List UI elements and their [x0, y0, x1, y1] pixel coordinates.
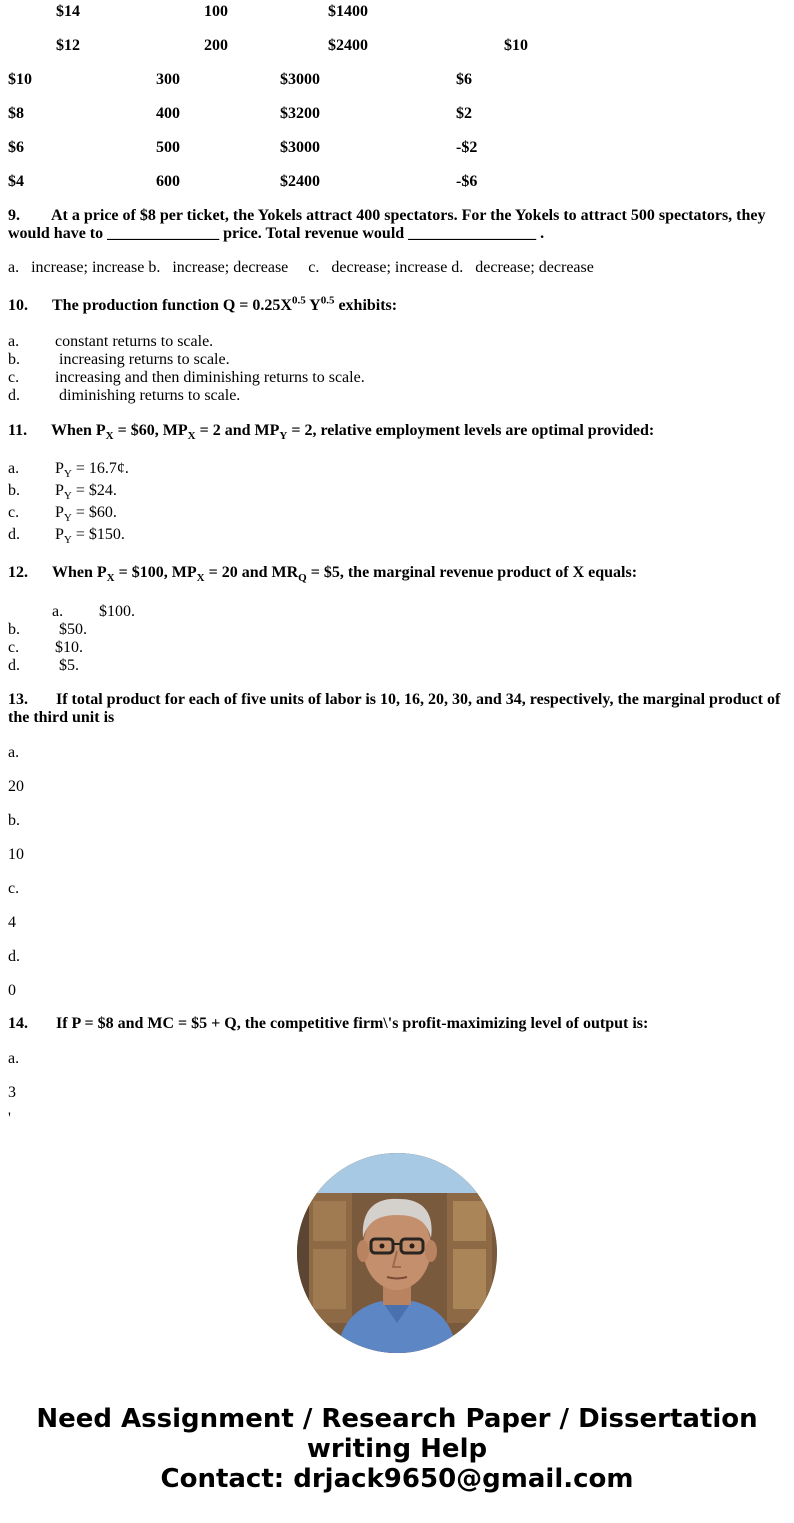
option — [8, 526, 125, 547]
question-text: = $100, MP — [114, 564, 197, 581]
option-label: c. — [8, 504, 20, 521]
option-text: $50. — [55, 621, 87, 638]
option-text: = $24. — [71, 482, 117, 499]
exponent: 0.5 — [291, 294, 306, 307]
answer-line: a. — [8, 744, 20, 761]
option — [8, 504, 117, 525]
footer-contact — [0, 1404, 794, 1494]
question-number: 9. — [8, 207, 20, 224]
question-12 — [8, 564, 788, 585]
answer-line: c. — [8, 880, 20, 897]
question-text: = $5, the marginal revenue product of X equals: — [306, 564, 638, 581]
avatar — [297, 1153, 497, 1353]
question-text: = 2 and MP — [195, 422, 280, 439]
option-text: diminishing returns to scale. — [55, 387, 241, 404]
question-number: 10. — [8, 297, 28, 314]
table-cell: 100 — [204, 3, 228, 20]
subscript: Y — [63, 490, 72, 503]
table-cell: $3000 — [280, 139, 320, 156]
table-cell: $10 — [504, 37, 528, 54]
footer-line: Need Assignment / Research Paper / Dissertation — [36, 1404, 758, 1434]
question-text: exhibits: — [334, 297, 398, 314]
table-cell: $14 — [56, 3, 80, 20]
option-text: constant returns to scale. — [55, 333, 214, 350]
subscript: Q — [298, 572, 307, 585]
person-photo-icon — [297, 1153, 497, 1353]
table-cell: $3200 — [280, 105, 320, 122]
option-label: a. — [52, 603, 64, 620]
option — [52, 603, 135, 621]
option-text: P — [55, 482, 64, 499]
table-cell: $12 — [56, 37, 80, 54]
question-number: 14. — [8, 1015, 28, 1032]
answer-line: 4 — [8, 914, 16, 931]
table-cell: $2 — [456, 105, 472, 122]
answer-line: 0 — [8, 982, 16, 999]
question-number: 12. — [8, 564, 28, 581]
option-label: d. — [8, 526, 20, 543]
answer-line: b. — [8, 812, 20, 829]
option-text: $5. — [55, 657, 79, 674]
question-13 — [8, 691, 788, 727]
subscript: Y — [63, 468, 72, 481]
question-text: When P — [51, 422, 106, 439]
question-text: = 20 and MR — [204, 564, 299, 581]
table-cell: 600 — [156, 173, 180, 190]
option-label: b. — [8, 621, 20, 638]
option — [8, 387, 240, 405]
option-text: = 16.7¢. — [71, 460, 129, 477]
option-label: c. — [8, 369, 20, 386]
table-cell: 500 — [156, 139, 180, 156]
option-label: a. — [8, 333, 20, 350]
question-text: At a price of $8 per ticket, the Yokels attract 400 spectators. For the Yokels to attract 500 spectators, they would have to ______________ price. Total revenue would ________________ . — [8, 207, 766, 242]
option-text: P — [55, 504, 64, 521]
option — [8, 621, 87, 639]
option-text: = $60. — [71, 504, 117, 521]
option-label: a. — [8, 460, 20, 477]
option-text: = $150. — [71, 526, 125, 543]
answer-line: 3 — [8, 1084, 16, 1101]
table-cell: $4 — [8, 173, 24, 190]
option-label: d. — [8, 387, 20, 404]
table-cell: $2400 — [328, 37, 368, 54]
exponent: 0.5 — [320, 294, 335, 307]
table-cell: $1400 — [328, 3, 368, 20]
table-cell: $3000 — [280, 71, 320, 88]
subscript: Y — [63, 534, 72, 547]
table-cell: -$6 — [456, 173, 478, 190]
option-label: b. — [8, 351, 20, 368]
option — [8, 482, 117, 503]
answer-line: 10 — [8, 846, 24, 863]
question-text: If total product for each of five units of labor is 10, 16, 20, 30, and 34, respectively, the marginal product of the third unit is — [8, 691, 781, 726]
option — [8, 657, 79, 675]
option-text: P — [55, 460, 64, 477]
question-10 — [8, 294, 788, 315]
question-text: = 2, relative employment levels are optimal provided: — [287, 422, 655, 439]
table-cell: $2400 — [280, 173, 320, 190]
question-number: 11. — [8, 422, 28, 439]
table-cell: 400 — [156, 105, 180, 122]
question-9-options: a. increase; increase b. increase; decrease c. decrease; increase d. decrease; decrease — [8, 259, 594, 276]
option-label: c. — [8, 639, 20, 656]
question-text: Y — [305, 297, 321, 314]
option-text: $10. — [55, 639, 83, 656]
footer-line: writing Help — [306, 1434, 488, 1464]
table-cell: $8 — [8, 105, 24, 122]
subscript: X — [187, 430, 196, 443]
question-text: The production function Q = 0.25X — [52, 297, 292, 314]
answer-line: ' — [8, 1110, 11, 1127]
table-cell: $6 — [456, 71, 472, 88]
subscript: Y — [63, 512, 72, 525]
option-text: P — [55, 526, 64, 543]
option-text: $100. — [99, 603, 135, 620]
option — [8, 333, 213, 351]
answer-line: 20 — [8, 778, 24, 795]
option-label: b. — [8, 482, 20, 499]
answer-line: d. — [8, 948, 20, 965]
question-9 — [8, 207, 788, 243]
footer-email[interactable]: Contact: drjack9650@gmail.com — [160, 1464, 634, 1494]
subscript: X — [106, 572, 115, 585]
answer-line: a. — [8, 1050, 20, 1067]
subscript: X — [196, 572, 205, 585]
table-cell: -$2 — [456, 139, 478, 156]
table-cell: $10 — [8, 71, 32, 88]
option-text: increasing and then diminishing returns to scale. — [55, 369, 365, 386]
option-text: increasing returns to scale. — [55, 351, 230, 368]
option — [8, 639, 83, 657]
question-11 — [8, 422, 788, 443]
question-14 — [8, 1015, 788, 1033]
question-number: 13. — [8, 691, 28, 708]
option — [8, 460, 129, 481]
subscript: Y — [279, 430, 288, 443]
question-text: = $60, MP — [113, 422, 188, 439]
table-cell: 200 — [204, 37, 228, 54]
option — [8, 369, 365, 387]
question-text: If P = $8 and MC = $5 + Q, the competitive firm\'s profit-maximizing level of output is: — [56, 1015, 649, 1032]
question-text: When P — [52, 564, 107, 581]
table-cell: 300 — [156, 71, 180, 88]
table-cell: $6 — [8, 139, 24, 156]
subscript: X — [105, 430, 114, 443]
option-label: d. — [8, 657, 20, 674]
option — [8, 351, 230, 369]
